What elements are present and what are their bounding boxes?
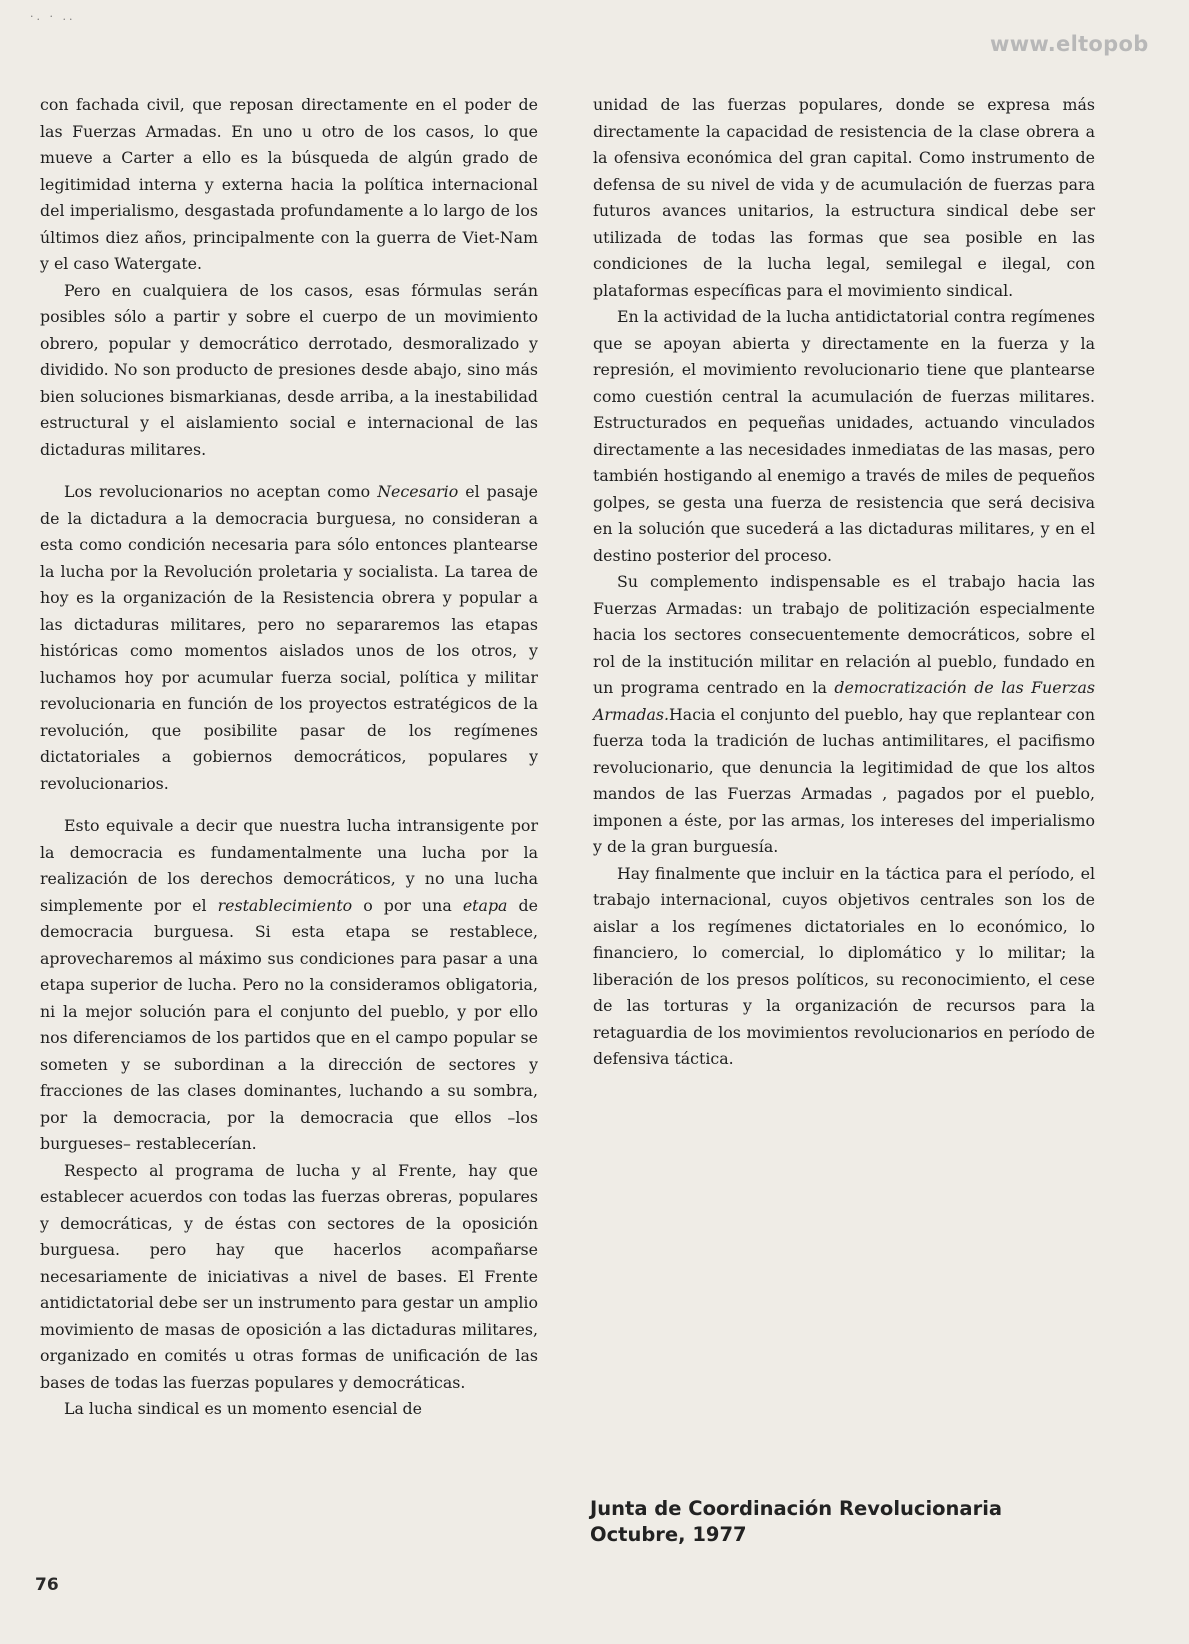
left-paragraph-4 (40, 813, 538, 1158)
right-paragraph-2: En la actividad de la lucha antidictatorial contra regímenes que se apoyan abierta y directamente en la fuerza y la represión, el movimiento revolucionario tiene que plantearse como cuestión central la acumulación de fuerzas militares. Estructurados en pequeñas unidades, actuando vinculados directamente a las necesidades inmediatas de las masas, pero también hostigando al enemigo a través de miles de pequeños golpes, se gesta una fuerza de resistencia que será decisiva en la solución que sucederá a las dictaduras militares, y en el destino posterior del proceso. (593, 307, 1095, 565)
scan-speck-decoration: ·. · .. (30, 10, 76, 23)
left-paragraph-1: con fachada civil, que reposan directamente en el poder de las Fuerzas Armadas. En uno u otro de los casos, lo que mueve a Carter a ello es la búsqueda de algún grado de legitimidad interna y externa hacia la política internacional del imperialismo, desgastada profundamente a lo largo de los últimos diez años, principalmente con la guerra de Viet-Nam y el caso Watergate. (40, 95, 538, 273)
text-run: Hacia el conjunto del pueblo, hay que replantear con fuerza toda la tradición de luchas antimilitares, el pacifismo revolucionario, que denuncia la legitimidad de que los altos mandos de las Fuerzas Armadas , pagados por el pueblo, imponen a éste, por las armas, los intereses del imperialismo y de la gran burguesía. (593, 704, 1095, 856)
text-run: o por una (352, 895, 463, 915)
text-run: de democracia burguesa. Si esta etapa se restablece, aprovecharemos al máximo sus condiciones para pasar a una etapa superior de lucha. Pero no la consideramos obligatoria, ni la mejor solución para el conjunto del pueblo, y por ello nos diferenciamos de los partidos que en el campo popular se someten y se subordinan a la dirección de sectores y fracciones de las clases dominantes, luchando a su sombra, por la democracia, por la democracia que ellos –los burgueses– restablecerían. (40, 895, 538, 1153)
text-run: Los revolucionarios no aceptan como (64, 482, 378, 501)
right-column (593, 92, 1095, 1073)
text-run: el pasaje de la dictadura a la democracia burguesa, no consideran a esta como condición necesaria para sólo entonces plantearse la lucha por la Revolución proletaria y socialista. La tarea de hoy es la organización de la Resistencia obrera y popular a las dictaduras militares, pero no separaremos las etapas históricas como momentos aislados unos de los otros, y luchamos hoy por acumular fuerza social, política y militar revolucionaria en función de los proyectos estratégicos de la revolución, que posibilite pasar de los regímenes dictatoriales a gobiernos democráticos, populares y revolucionarios. (40, 482, 538, 793)
text-run: Su complemento indispensable es el trabajo hacia las Fuerzas Armadas: un trabajo de politización especialmente hacia los sectores consecuentemente democráticos, sobre el rol de la institución militar en relación al pueblo, fundado en un programa centrado en la (593, 572, 1095, 697)
signature-block (590, 1496, 1002, 1548)
left-column (40, 92, 538, 1423)
right-paragraph-4: Hay finalmente que incluir en la táctica para el período, el trabajo internacional, cuyos objetivos centrales son los de aislar a los regímenes dictatoriales en lo económico, lo financiero, lo comercial, lo diplomático y lo militar; la liberación de los presos políticos, su reconocimiento, el cese de las torturas y la organización de recursos para la retaguardia de los movimientos revolucionarios en período de defensiva táctica. (593, 863, 1095, 1068)
italic-term: Necesario (377, 482, 459, 501)
italic-term: etapa (462, 895, 508, 915)
signature-organization: Junta de Coordinación Revolucionaria (590, 1497, 1003, 1520)
right-paragraph-3 (593, 569, 1095, 861)
signature-date: Octubre, 1977 (590, 1523, 747, 1546)
watermark-url: www.eltopob (990, 32, 1149, 56)
left-paragraph-2: Pero en cualquiera de los casos, esas fórmulas serán posibles sólo a partir y sobre el cuerpo de un movimiento obrero, popular y democrático derrotado, desmoralizado y dividido. No son producto de presiones desde abajo, sino más bien soluciones bismarkianas, desde arriba, a la inestabilidad estructural y el aislamiento social e internacional de las dictaduras militares. (40, 280, 538, 459)
left-paragraph-6: La lucha sindical es un momento esencial de (64, 1399, 422, 1418)
page-number: 76 (35, 1575, 59, 1595)
right-paragraph-1: unidad de las fuerzas populares, donde se expresa más directamente la capacidad de resistencia de la clase obrera a la ofensiva económica del gran capital. Como instrumento de defensa de su nivel de vida y de acumulación de fuerzas para futuros avances unitarios, la estructura sindical debe ser utilizada de todas las formas que sea posible en las condiciones de la lucha legal, semilegal e ilegal, con plataformas específicas para el movimiento sindical. (593, 95, 1095, 300)
text-run: Esto equivale a decir que nuestra lucha intransigente por la democracia es fundamentalmente una lucha por la realización de los derechos democráticos, y no una lucha simplemente por el (40, 816, 538, 915)
left-paragraph-5: Respecto al programa de lucha y al Frente, hay que establecer acuerdos con todas las fuerzas obreras, populares y democráticas, y de éstas con sectores de la oposición burguesa. pero hay que hacerlos acompañarse necesariamente de iniciativas a nivel de bases. El Frente antidictatorial debe ser un instrumento para gestar un amplio movimiento de masas de oposición a las dictaduras militares, organizado en comités u otras formas de unificación de las bases de todas las fuerzas populares y democráticas. (40, 1160, 538, 1392)
left-paragraph-3 (40, 479, 538, 797)
italic-term: restablecimiento (217, 895, 353, 915)
italic-term: democratización de las Fuerzas Armadas. (593, 678, 1095, 724)
